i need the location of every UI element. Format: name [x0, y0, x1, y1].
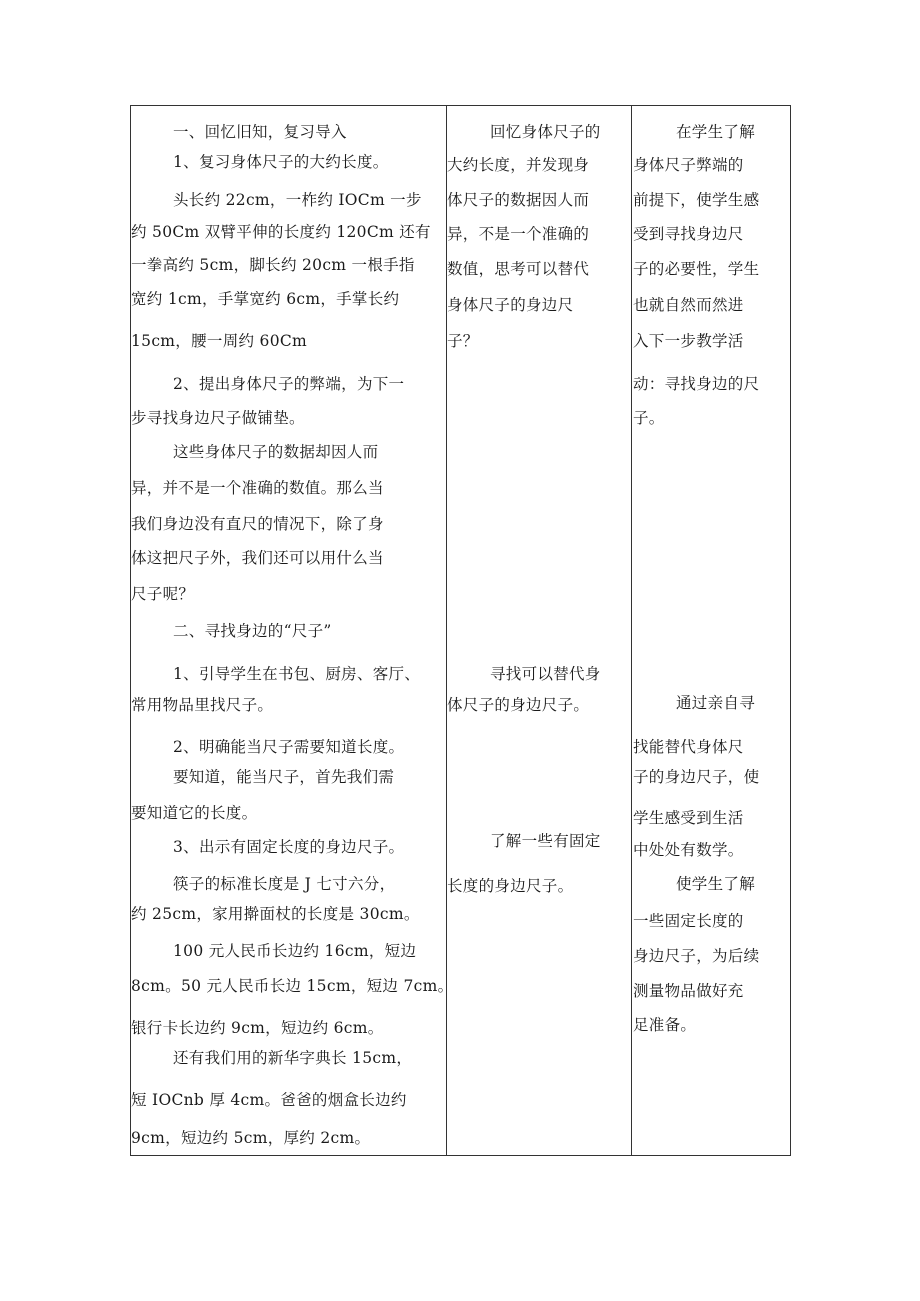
text-line: 1、复习身体尺子的大约长度。 [173, 153, 389, 171]
text-line: 常用物品里找尺子。 [131, 696, 274, 714]
text-line: 找能替代身体尺 [633, 738, 744, 756]
text-line: 15cm，腰一周约 60Cm [131, 332, 308, 350]
text-line: 大约长度，并发现身 [447, 156, 590, 174]
text-line: 足准备。 [633, 1016, 697, 1034]
text-line: 一些固定长度的 [633, 912, 744, 930]
text-line: 异，并不是一个准确的数值。那么当 [131, 479, 384, 497]
text-line: 测量物品做好充 [633, 982, 744, 1000]
text-line: 异，不是一个准确的 [447, 225, 590, 243]
text-line: 中处处有数学。 [633, 841, 744, 859]
text-line: 要知道它的长度。 [131, 804, 258, 822]
text-line: 一拳高约 5cm，脚长约 20cm 一根手指 [131, 256, 415, 274]
text-line: 头长约 22cm，一柞约 IOCm 一步 [173, 191, 422, 209]
text-line: 8cm。50 元人民币长边 15cm，短边 7cm。 [131, 977, 454, 995]
text-line: 动：寻找身边的尺 [633, 375, 760, 393]
text-line: 子？ [447, 332, 479, 350]
text-line: 我们身边没有直尺的情况下，除了身 [131, 515, 384, 533]
text-line: 入下一步教学活 [633, 332, 744, 350]
text-line: 尺子呢？ [131, 585, 195, 603]
text-line: 身边尺子，为后续 [633, 947, 760, 965]
text-line: 回忆身体尺子的 [490, 123, 601, 141]
text-line: 2、提出身体尺子的弊端，为下一 [173, 375, 405, 393]
text-line: 100 元人民币长边约 16cm，短边 [173, 942, 417, 960]
text-line: 也就自然而然进 [633, 296, 744, 314]
text-line: 通过亲自寻 [676, 694, 756, 712]
text-line: 约 50Cm 双臂平伸的长度约 120Cm 还有 [131, 223, 431, 241]
text-line: 这些身体尺子的数据却因人而 [173, 443, 379, 461]
text-line: 受到寻找身边尺 [633, 225, 744, 243]
text-line: 要知道，能当尺子，首先我们需 [173, 768, 395, 786]
text-line: 还有我们用的新华字典长 15cm， [173, 1049, 413, 1067]
text-line: 子的身边尺子，使 [633, 768, 760, 786]
text-line: 筷子的标准长度是 J 七寸六分， [173, 875, 396, 893]
text-line: 步寻找身边尺子做铺垫。 [131, 409, 305, 427]
text-line: 寻找可以替代身 [490, 665, 601, 683]
text-line: 在学生了解 [676, 123, 756, 141]
text-line: 9cm，短边约 5cm，厚约 2cm。 [131, 1129, 371, 1147]
text-line: 前提下，使学生感 [633, 191, 760, 209]
section-heading: 一、回忆旧知，复习导入 [173, 123, 347, 141]
text-line: 子。 [633, 409, 665, 427]
text-line: 子的必要性，学生 [633, 260, 760, 278]
text-line: 短 IOCnb 厚 4cm。爸爸的烟盒长边约 [131, 1091, 407, 1109]
text-line: 宽约 1cm，手掌宽约 6cm，手掌长约 [131, 290, 400, 308]
text-line: 身体尺子弊端的 [633, 156, 744, 174]
text-line: 3、出示有固定长度的身边尺子。 [173, 838, 405, 856]
text-line: 2、明确能当尺子需要知道长度。 [173, 738, 405, 756]
section-heading: 二、寻找身边的“尺子” [173, 622, 332, 640]
text-line: 使学生了解 [676, 875, 756, 893]
text-line: 体尺子的身边尺子。 [447, 696, 590, 714]
column-divider [631, 106, 632, 1155]
text-line: 身体尺子的身边尺 [447, 296, 574, 314]
text-line: 银行卡长边约 9cm，短边约 6cm。 [131, 1019, 384, 1037]
text-line: 体尺子的数据因人而 [447, 191, 590, 209]
text-line: 体这把尺子外，我们还可以用什么当 [131, 549, 384, 567]
text-line: 了解一些有固定 [490, 832, 601, 850]
text-line: 1、引导学生在书包、厨房、客厅、 [173, 665, 421, 683]
text-line: 长度的身边尺子。 [447, 877, 574, 895]
text-line: 约 25cm，家用擀面杖的长度是 30cm。 [131, 905, 420, 923]
text-line: 学生感受到生活 [633, 809, 744, 827]
text-line: 数值，思考可以替代 [447, 260, 590, 278]
